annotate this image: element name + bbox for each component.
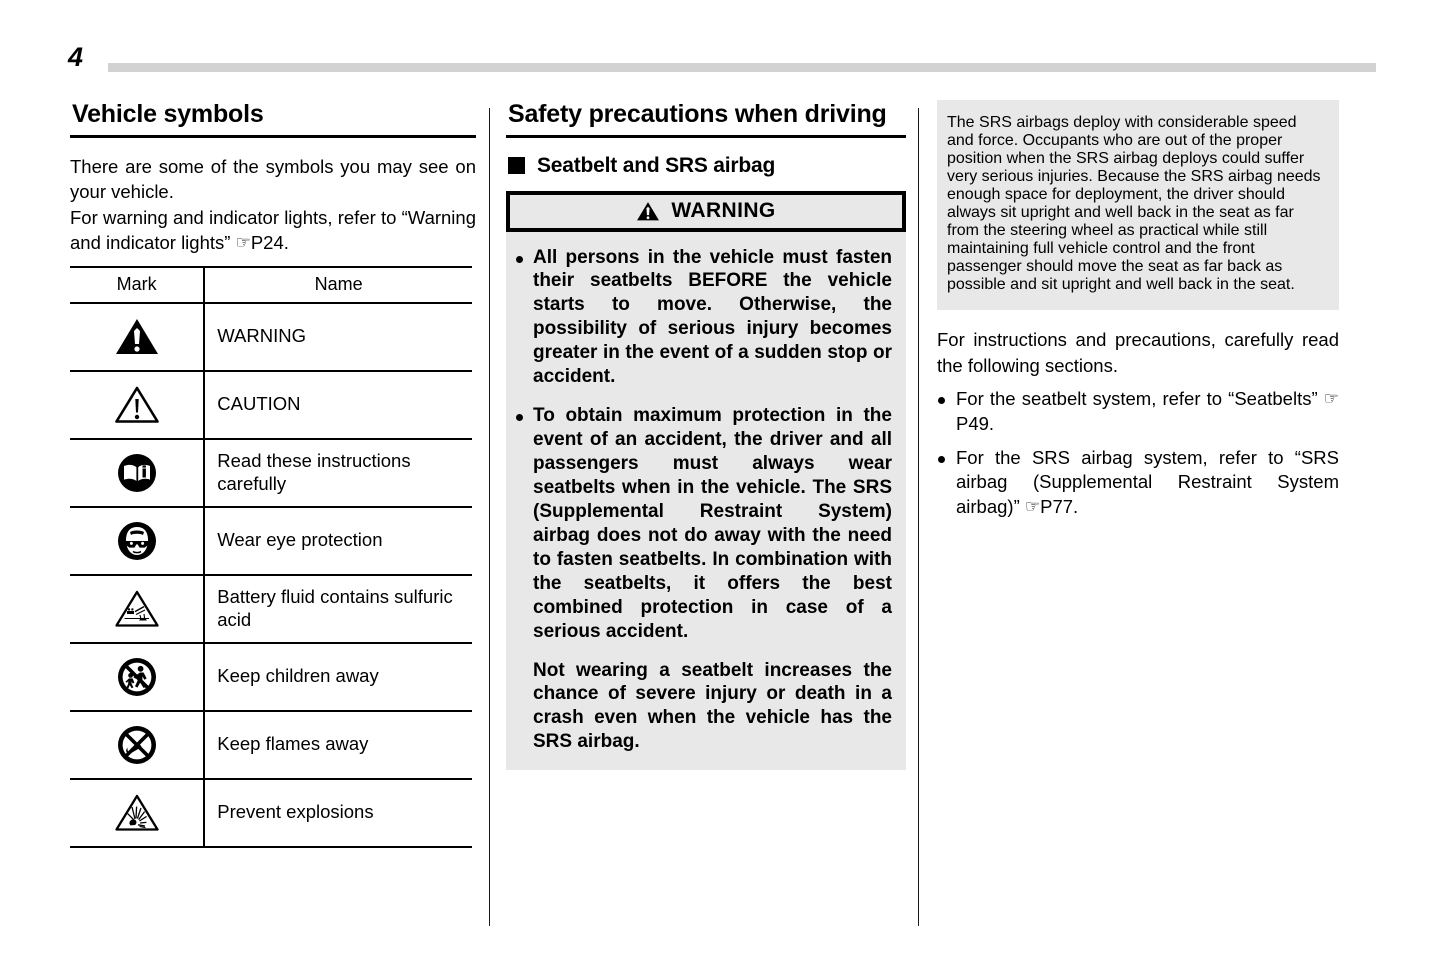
keep-flames-away-icon (116, 724, 158, 766)
subheading-label: Seatbelt and SRS airbag (537, 153, 776, 177)
reference-text-body: For the seatbelt system, refer to “Seatbelts” (956, 388, 1324, 410)
title-underline (506, 135, 906, 138)
reference-item (937, 446, 1339, 520)
wear-eye-protection-icon (116, 520, 158, 562)
table-row (70, 575, 472, 643)
symbol-name: Keep flames away (204, 711, 472, 779)
caution-triangle-outline-icon (114, 385, 160, 425)
bullet-dot-icon (938, 397, 945, 404)
page-header (0, 0, 1445, 90)
vehicle-symbols-table (70, 266, 472, 848)
page-columns (0, 100, 1445, 930)
header-rule (108, 63, 1376, 72)
instructions-block (937, 327, 1339, 520)
bullet-dot-icon (938, 456, 945, 463)
intro-paragraph-1: There are some of the symbols you may see on your vehicle. (70, 155, 476, 203)
table-row (70, 507, 472, 575)
instructions-intro: For instructions and precautions, carefully read the following sections. (937, 329, 1339, 376)
symbol-name: Prevent explosions (204, 779, 472, 847)
pointing-hand-icon: ☞ (1323, 389, 1339, 409)
page-reference-p49: P49. (956, 412, 995, 434)
symbol-name: CAUTION (204, 371, 472, 439)
symbol-name: WARNING (204, 303, 472, 371)
right-column (937, 100, 1339, 520)
square-bullet-icon (508, 157, 525, 174)
table-row (70, 371, 472, 439)
table-row (70, 711, 472, 779)
title-underline (70, 135, 476, 138)
column-divider-right (918, 108, 919, 926)
warning-box-body (506, 232, 906, 771)
warning-continuation-text: Not wearing a seatbelt increases the chance of severe injury or death in a crash even when the vehicle has the SRS airbag. (533, 659, 892, 753)
warning-triangle-filled-icon (636, 201, 660, 222)
warning-continuation (516, 659, 892, 755)
symbol-cell (70, 779, 204, 847)
intro-paragraph-2 (70, 205, 476, 256)
page-title: Vehicle symbols (72, 100, 264, 128)
table-row (70, 303, 472, 371)
keep-children-away-icon (116, 656, 158, 698)
page-reference-p77: P77. (1040, 496, 1079, 518)
middle-column (506, 100, 906, 770)
left-column (70, 100, 476, 848)
section-title-safety: Safety precautions when driving (508, 100, 887, 128)
symbol-cell (70, 507, 204, 575)
symbol-name: Wear eye protection (204, 507, 472, 575)
symbol-name: Read these instructions carefully (204, 439, 472, 507)
pointing-hand-icon: ☞ (235, 233, 251, 253)
table-row (70, 439, 472, 507)
symbol-cell (70, 371, 204, 439)
reference-text (956, 387, 1339, 437)
column-header-mark: Mark (70, 267, 204, 303)
symbol-name: Battery fluid contains sulfuric acid (204, 575, 472, 643)
warning-triangle-filled-icon (114, 317, 160, 357)
column-header-name: Name (204, 267, 472, 303)
page-number: 4 (68, 42, 84, 72)
page-reference-p24: P24. (250, 232, 289, 254)
symbol-cell (70, 575, 204, 643)
column-divider-left (489, 108, 490, 926)
warning-bullet-text: To obtain maximum protection in the event of an accident, the driver and all passengers must always wear seatbelts when in the vehicle. The SRS (Supplemental Restraint System) airbag does not do away with the need to fasten seatbelts. In combination with the seatbelts, it offers the best combined protection in case of a serious accident. (533, 405, 892, 642)
warning-bullet (947, 114, 1325, 294)
table-row (70, 779, 472, 847)
pointing-hand-icon: ☞ (1024, 497, 1041, 517)
warning-box-continued (937, 100, 1339, 310)
warning-bullet-text: The SRS airbags deploy with considerable speed and force. Occupants who are out of the proper position when the SRS airbag deploys could suffer very serious injuries. Because the SRS airbag needs enough space for deployment, the driver should always sit upright and well back in the seat as far from the steering wheel as practical while still maintaining full vehicle control and the front passenger should move the seat as far back as possible and sit upright and well back in the seat. (947, 114, 1321, 293)
symbol-cell (70, 303, 204, 371)
reference-item (937, 387, 1339, 437)
subheading-seatbelt-srs (508, 154, 906, 178)
prevent-explosions-icon (114, 793, 160, 833)
reference-text-body: For the SRS airbag system, refer to “SRS airbag (Supplemental Restraint System airbag)” (956, 446, 1339, 518)
bullet-dot-icon (516, 414, 523, 421)
symbol-cell (70, 643, 204, 711)
bullet-dot-icon (516, 256, 523, 263)
reference-text (956, 446, 1339, 520)
table-header-row (70, 267, 472, 303)
symbol-cell (70, 711, 204, 779)
warning-bullet-text: All persons in the vehicle must fasten their seatbelts BEFORE the vehicle starts to move. Otherwise, the possibility of serious injury becomes greater in the event of a sudden stop or accident. (533, 246, 892, 388)
symbol-name: Keep children away (204, 643, 472, 711)
warning-bullet (516, 246, 892, 390)
warning-bullet (516, 404, 892, 643)
symbol-cell (70, 439, 204, 507)
intro-paragraph-2-text: For warning and indicator lights, refer to “Warning and indicator lights” (70, 206, 476, 254)
warning-box-header (506, 191, 906, 232)
read-manual-book-icon (116, 452, 158, 494)
battery-acid-triangle-icon (114, 589, 160, 629)
table-row (70, 643, 472, 711)
warning-label: WARNING (671, 199, 776, 222)
